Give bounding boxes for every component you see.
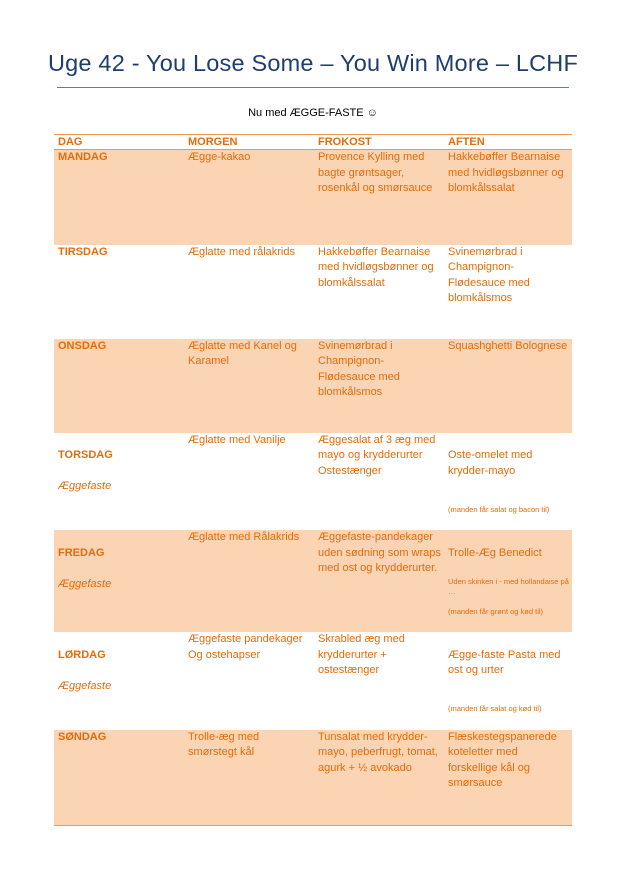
aften-note: (manden får salat og bacon til) [448,504,550,514]
morgen-cell: Æggefaste pandekager Og ostehapser [184,632,314,730]
fasting-label: Æggefaste [58,577,112,590]
morgen-cell: Æglatte med Vanilje [184,433,314,531]
table-row [54,730,572,826]
morgen-cell: Ægge-kakao [184,150,314,245]
frokost-cell: Æggefaste-pandekager uden sødning som wraps med ost og krydderurter. [314,530,444,632]
col-header-morgen: MORGEN [184,135,314,150]
aften-cell: Ægge-faste Pasta med ost og urter [448,648,561,676]
col-header-frokost: FROKOST [314,135,444,150]
day-label: LØRDAG [58,648,106,661]
morgen-cell: Trolle-æg med smørstegt kål [184,730,314,826]
col-header-dag: DAG [54,135,184,150]
day-label: TORSDAG [58,449,113,461]
aften-note: (manden får salat og kød til) [448,704,542,713]
aften-cell: Trolle-Æg Benedict [448,546,542,559]
table-row [54,245,572,339]
table-row [54,632,572,730]
day-label: SØNDAG [58,730,107,743]
morgen-cell: Æglatte med rålakrids [184,245,314,339]
aften-cell: Hakkebøffer Bearnaise med hvidløgsbønner og blomkålssalat [444,150,572,245]
aften-cell: Flæskestegspanerede koteletter med forskellige kål og smørsauce [444,730,572,826]
day-label: FREDAG [58,546,105,559]
day-label: MANDAG [58,151,108,163]
table-header-row [54,135,572,150]
table-row [54,150,572,245]
frokost-cell: Hakkebøffer Bearnaise med hvidløgsbønner og blomkålssalat [314,245,444,339]
table-row [54,530,572,632]
morgen-cell: Æglatte med Kanel og Karamel [184,339,314,433]
aften-cell: Svinemørbrad i Champignon-Flødesauce med blomkålsmos [444,245,572,339]
aften-note: Uden skinken i - med hollandaise på … (manden får grønt og kød til) [448,576,569,616]
fasting-label: Æggefaste [58,480,112,492]
table-row [54,433,572,531]
title-divider [57,87,569,88]
frokost-cell: Tunsalat med krydder-mayo, peberfrugt, tomat, agurk + ½ avokado [314,730,444,826]
morgen-cell: Æglatte med Rålakrids [184,530,314,632]
aften-cell: Oste-omelet med krydder-mayo [448,449,533,477]
subtitle: Nu med ÆGGE-FASTE ☺ [248,107,378,119]
day-label: TIRSDAG [58,245,108,258]
meal-plan-table [54,134,572,826]
col-header-aften: AFTEN [444,135,572,150]
day-label: ONSDAG [58,339,107,352]
frokost-cell: Æggesalat af 3 æg med mayo og krydderurter Ostestænger [314,433,444,531]
fasting-label: Æggefaste [58,679,112,692]
page-title: Uge 42 - You Lose Some – You Win More – LCHF [47,50,579,76]
frokost-cell: Provence Kylling med bagte grøntsager, rosenkål og smørsauce [314,150,444,245]
aften-cell: Squashghetti Bolognese [444,339,572,433]
frokost-cell: Skrabled æg med krydderurter + ostestænger [314,632,444,730]
table-row [54,339,572,433]
frokost-cell: Svinemørbrad i Champignon-Flødesauce med blomkålsmos [314,339,444,433]
